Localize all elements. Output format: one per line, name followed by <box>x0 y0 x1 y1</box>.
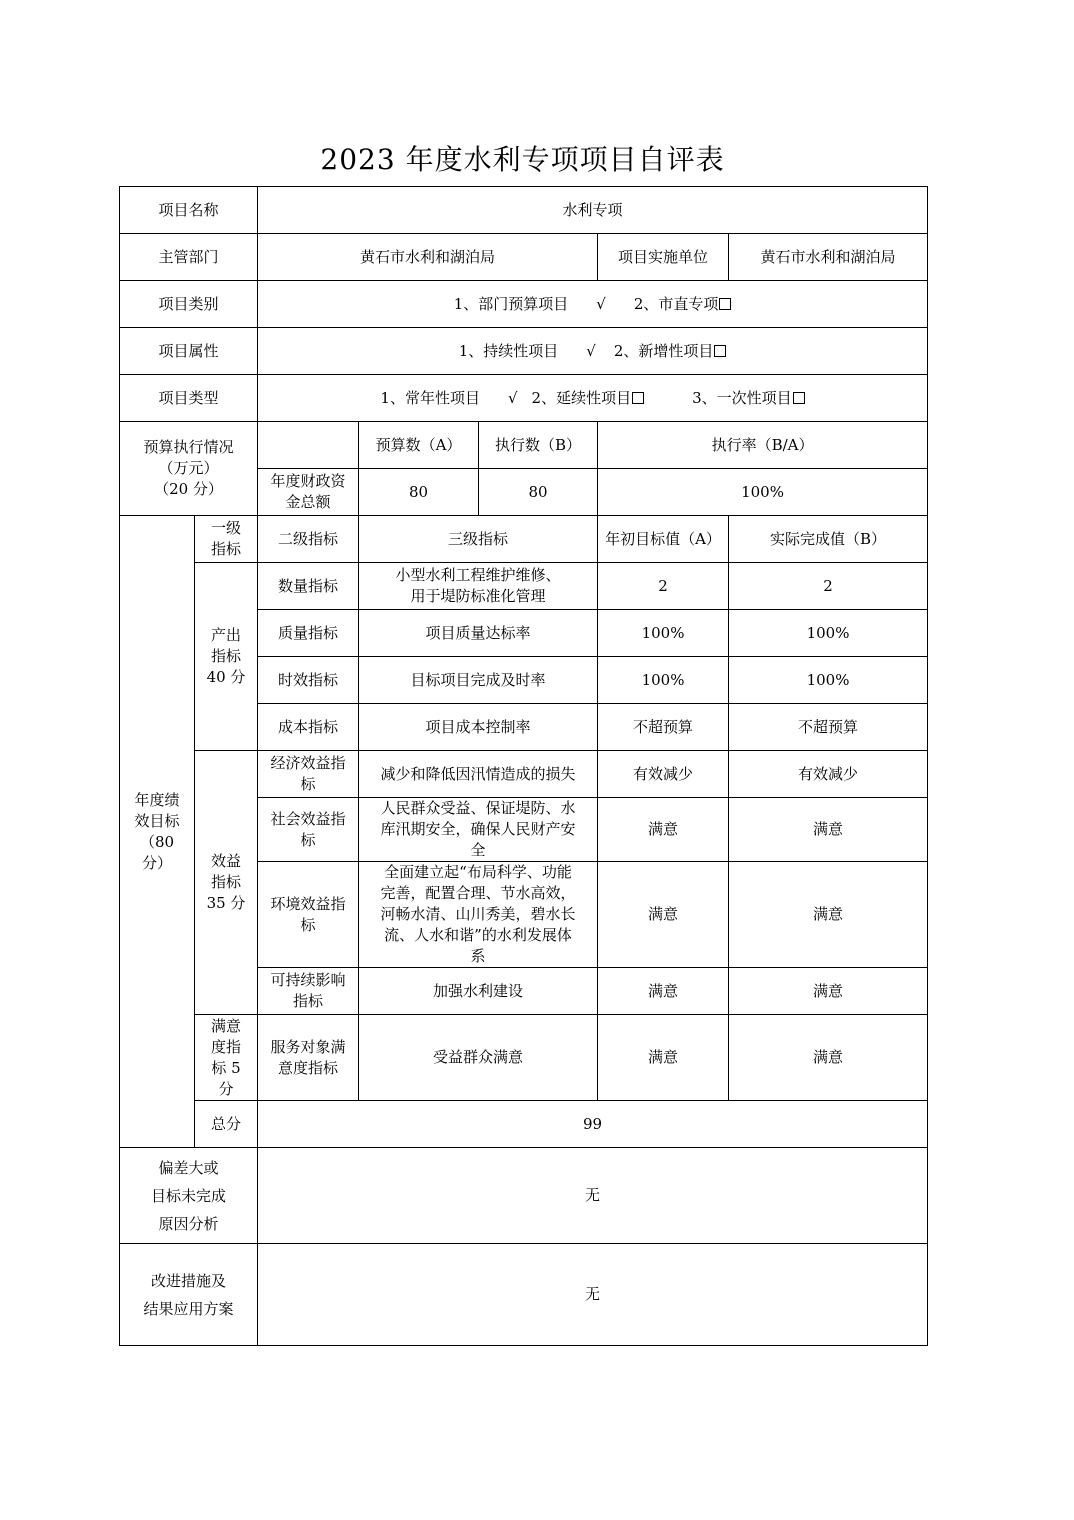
budget-col-header: 预算数（A） <box>359 422 479 469</box>
actual-cell: 100% <box>729 657 928 704</box>
level2-cell: 质量指标 <box>258 610 359 657</box>
project-name-row <box>120 187 928 234</box>
project-attribute-row <box>120 328 928 375</box>
budget-label: 预算执行情况 （万元） （20 分） <box>120 422 258 516</box>
project-name-value: 水利专项 <box>258 187 928 234</box>
category-option-2: 2、市直专项 <box>633 294 719 313</box>
deviation-row <box>120 1148 928 1244</box>
deviation-label: 偏差大或 目标未完成 原因分析 <box>120 1148 258 1244</box>
level3-cell: 减少和降低因汛情造成的损失 <box>359 751 598 798</box>
attribute-option-2: 2、新增性项目 <box>613 341 714 360</box>
budget-value: 80 <box>359 469 479 516</box>
level3-cell: 受益群众满意 <box>359 1015 598 1101</box>
target-cell: 满意 <box>598 1015 729 1101</box>
project-attribute-options <box>258 328 928 375</box>
table-row <box>120 1015 928 1101</box>
target-cell: 满意 <box>598 968 729 1015</box>
implementing-unit-value: 黄石市水利和湖泊局 <box>729 234 928 281</box>
target-cell: 2 <box>598 563 729 610</box>
page-title: 2023 年度水利专项项目自评表 <box>320 143 725 176</box>
check-mark-icon: √ <box>586 341 596 360</box>
exec-value: 80 <box>479 469 598 516</box>
actual-cell: 满意 <box>729 968 928 1015</box>
level2-cell: 社会效益指 标 <box>258 798 359 862</box>
target-cell: 有效减少 <box>598 751 729 798</box>
deviation-value: 无 <box>258 1148 928 1244</box>
improvement-value: 无 <box>258 1244 928 1346</box>
actual-cell: 2 <box>729 563 928 610</box>
project-type-row <box>120 375 928 422</box>
level3-cell: 目标项目完成及时率 <box>359 657 598 704</box>
actual-cell: 满意 <box>729 862 928 968</box>
level3-cell: 项目成本控制率 <box>359 704 598 751</box>
output-indicator-label: 产出 指标 40 分 <box>195 563 258 751</box>
project-category-options <box>258 281 928 328</box>
target-header: 年初目标值（A） <box>598 516 729 563</box>
checkbox-empty-icon <box>632 392 644 404</box>
level2-cell: 成本指标 <box>258 704 359 751</box>
total-score-value: 99 <box>258 1101 928 1148</box>
table-row <box>120 751 928 798</box>
attribute-option-1: 1、持续性项目 <box>458 341 559 360</box>
project-type-options <box>258 375 928 422</box>
perf-header-row <box>120 516 928 563</box>
level2-cell: 可持续影响 指标 <box>258 968 359 1015</box>
level3-header: 三级指标 <box>359 516 598 563</box>
department-value: 黄石市水利和湖泊局 <box>258 234 598 281</box>
actual-cell: 满意 <box>729 798 928 862</box>
implementing-unit-label: 项目实施单位 <box>598 234 729 281</box>
checkbox-empty-icon <box>793 392 805 404</box>
level3-cell: 加强水利建设 <box>359 968 598 1015</box>
project-attribute-label: 项目属性 <box>120 328 258 375</box>
level3-cell: 人民群众受益、保证堤防、水 库汛期安全，确保人民财产安 全 <box>359 798 598 862</box>
type-option-2: 2、延续性项目 <box>531 388 632 407</box>
budget-row-label: 年度财政资 金总额 <box>258 469 359 516</box>
actual-cell: 满意 <box>729 1015 928 1101</box>
check-mark-icon: √ <box>596 294 606 313</box>
level3-cell: 项目质量达标率 <box>359 610 598 657</box>
level2-cell: 时效指标 <box>258 657 359 704</box>
type-option-3: 3、一次性项目 <box>692 388 792 407</box>
level2-header: 二级指标 <box>258 516 359 563</box>
checkbox-empty-icon <box>719 298 731 310</box>
satisfaction-indicator-label: 满意 度指 标 5 分 <box>195 1015 258 1101</box>
project-category-label: 项目类别 <box>120 281 258 328</box>
level2-cell: 环境效益指 标 <box>258 862 359 968</box>
level2-cell: 服务对象满 意度指标 <box>258 1015 359 1101</box>
target-cell: 100% <box>598 657 729 704</box>
actual-header: 实际完成值（B） <box>729 516 928 563</box>
perf-goal-label: 年度绩 效目标 （80 分） <box>120 516 195 1148</box>
actual-cell: 有效减少 <box>729 751 928 798</box>
project-name-label: 项目名称 <box>120 187 258 234</box>
check-mark-icon: √ <box>507 388 518 407</box>
actual-cell: 100% <box>729 610 928 657</box>
level3-cell: 全面建立起“布局科学、功能 完善，配置合理、节水高效， 河畅水清、山川秀美，碧水长 流、人水和谐”的水利发展体 系 <box>359 862 598 968</box>
table-row <box>120 563 928 610</box>
department-row <box>120 234 928 281</box>
department-label: 主管部门 <box>120 234 258 281</box>
level2-cell: 数量指标 <box>258 563 359 610</box>
target-cell: 100% <box>598 610 729 657</box>
improvement-label: 改进措施及 结果应用方案 <box>120 1244 258 1346</box>
budget-empty-cell <box>258 422 359 469</box>
level3-cell: 小型水利工程维护维修、 用于堤防标准化管理 <box>359 563 598 610</box>
project-type-label: 项目类型 <box>120 375 258 422</box>
improvement-row <box>120 1244 928 1346</box>
total-score-row <box>120 1101 928 1148</box>
benefit-indicator-label: 效益 指标 35 分 <box>195 751 258 1015</box>
actual-cell: 不超预算 <box>729 704 928 751</box>
self-evaluation-table <box>119 186 928 1346</box>
rate-col-header: 执行率（B/A） <box>598 422 928 469</box>
project-category-row <box>120 281 928 328</box>
target-cell: 满意 <box>598 798 729 862</box>
rate-value: 100% <box>598 469 928 516</box>
total-score-label: 总分 <box>195 1101 258 1148</box>
level1-header: 一级 指标 <box>195 516 258 563</box>
target-cell: 不超预算 <box>598 704 729 751</box>
target-cell: 满意 <box>598 862 729 968</box>
type-option-1: 1、常年性项目 <box>380 388 480 407</box>
checkbox-empty-icon <box>714 345 726 357</box>
level2-cell: 经济效益指 标 <box>258 751 359 798</box>
budget-header-row <box>120 422 928 469</box>
category-option-1: 1、部门预算项目 <box>453 294 569 313</box>
exec-col-header: 执行数（B） <box>479 422 598 469</box>
